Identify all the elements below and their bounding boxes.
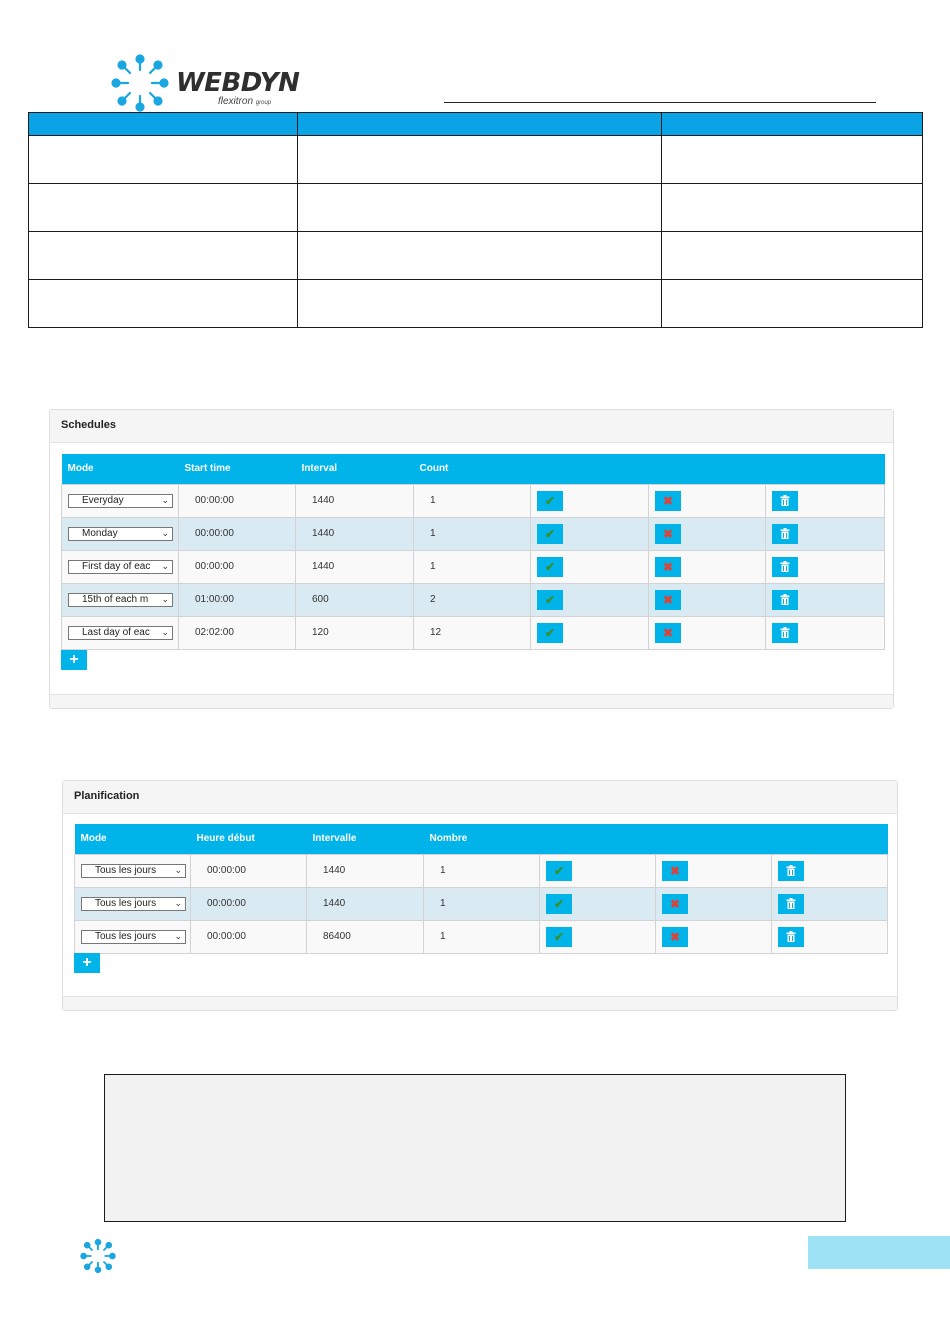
- mode-select[interactable]: First day of eac ⌄: [68, 560, 173, 574]
- delete-button[interactable]: [778, 861, 804, 881]
- logo-subtitle: flexitron group: [218, 96, 272, 107]
- interval-cell[interactable]: 1440: [296, 550, 414, 583]
- count-cell[interactable]: 12: [414, 616, 531, 649]
- check-icon: ✔: [544, 592, 556, 607]
- count-cell[interactable]: 1: [424, 887, 540, 920]
- cancel-button[interactable]: [655, 590, 681, 610]
- check-icon: ✔: [544, 559, 556, 574]
- col-count: Count: [414, 454, 531, 484]
- close-icon: ✖: [662, 592, 674, 607]
- chevron-down-icon: ⌄: [161, 594, 169, 604]
- apply-button[interactable]: [537, 557, 563, 577]
- start-time-cell[interactable]: 00:00:00: [179, 517, 296, 550]
- close-icon: ✖: [662, 559, 674, 574]
- count-cell[interactable]: 1: [424, 854, 540, 887]
- trash-icon: [780, 495, 790, 506]
- delete-button[interactable]: [772, 557, 798, 577]
- delete-button[interactable]: [778, 927, 804, 947]
- trash-icon: [786, 898, 796, 909]
- table-row: [29, 232, 923, 280]
- trash-icon: [780, 528, 790, 539]
- check-icon: ✔: [544, 493, 556, 508]
- note-box: [104, 1074, 846, 1222]
- apply-button[interactable]: [537, 524, 563, 544]
- count-cell[interactable]: 2: [414, 583, 531, 616]
- table-row: [75, 854, 888, 887]
- cancel-button[interactable]: [655, 557, 681, 577]
- cancel-button[interactable]: [662, 894, 688, 914]
- webdyn-sunburst-icon: [80, 1238, 116, 1274]
- table-row: [62, 484, 885, 517]
- schedules-panel: [49, 409, 894, 709]
- interval-cell[interactable]: 120: [296, 616, 414, 649]
- webdyn-logo: [110, 54, 300, 112]
- col-interval: Intervalle: [307, 824, 424, 854]
- chevron-down-icon: ⌄: [161, 495, 169, 505]
- chevron-down-icon: ⌄: [161, 561, 169, 571]
- trash-icon: [786, 931, 796, 942]
- col-count: Nombre: [424, 824, 540, 854]
- table-row: [29, 280, 923, 328]
- schedules-header: [62, 454, 885, 484]
- close-icon: ✖: [662, 526, 674, 541]
- delete-button[interactable]: [772, 623, 798, 643]
- count-cell[interactable]: 1: [414, 550, 531, 583]
- cancel-button[interactable]: [662, 861, 688, 881]
- count-cell[interactable]: 1: [414, 484, 531, 517]
- interval-cell[interactable]: 86400: [307, 920, 424, 953]
- mode-select[interactable]: Tous les jours ⌄: [81, 897, 186, 911]
- close-icon: ✖: [669, 929, 681, 944]
- mode-select[interactable]: Last day of eac ⌄: [68, 626, 173, 640]
- start-time-cell[interactable]: 00:00:00: [191, 920, 307, 953]
- start-time-cell[interactable]: 00:00:00: [191, 887, 307, 920]
- interval-cell[interactable]: 600: [296, 583, 414, 616]
- trash-icon: [786, 865, 796, 876]
- cancel-button[interactable]: [655, 623, 681, 643]
- mode-select[interactable]: Tous les jours ⌄: [81, 930, 186, 944]
- cancel-button[interactable]: [655, 524, 681, 544]
- close-icon: ✖: [669, 896, 681, 911]
- delete-button[interactable]: [772, 590, 798, 610]
- count-cell[interactable]: 1: [414, 517, 531, 550]
- table-row: [62, 517, 885, 550]
- interval-cell[interactable]: 1440: [307, 854, 424, 887]
- col-interval: Interval: [296, 454, 414, 484]
- schedules-table: [61, 454, 885, 650]
- trash-icon: [780, 561, 790, 572]
- header-rule: [444, 102, 876, 103]
- delete-button[interactable]: [778, 894, 804, 914]
- check-icon: ✔: [553, 863, 565, 878]
- start-time-cell[interactable]: 00:00:00: [179, 484, 296, 517]
- close-icon: ✖: [662, 493, 674, 508]
- close-icon: ✖: [669, 863, 681, 878]
- trash-icon: [780, 627, 790, 638]
- add-schedule-button[interactable]: +: [61, 650, 87, 670]
- table-row: [29, 136, 923, 184]
- chevron-down-icon: ⌄: [174, 898, 182, 908]
- logo-wordmark: WEBDYN: [176, 68, 300, 98]
- mode-select[interactable]: Monday ⌄: [68, 527, 173, 541]
- chevron-down-icon: ⌄: [174, 931, 182, 941]
- apply-button[interactable]: [546, 927, 572, 947]
- table-row: [62, 616, 885, 649]
- chevron-down-icon: ⌄: [161, 627, 169, 637]
- col-start-time: Heure début: [191, 824, 307, 854]
- start-time-cell[interactable]: 02:02:00: [179, 616, 296, 649]
- start-time-cell[interactable]: 01:00:00: [179, 583, 296, 616]
- apply-button[interactable]: [546, 861, 572, 881]
- apply-button[interactable]: [537, 491, 563, 511]
- interval-cell[interactable]: 1440: [296, 517, 414, 550]
- start-time-cell[interactable]: 00:00:00: [191, 854, 307, 887]
- planification-header: [75, 824, 888, 854]
- table-row: [75, 887, 888, 920]
- count-cell[interactable]: 1: [424, 920, 540, 953]
- panel-footer: [50, 694, 893, 708]
- start-time-cell[interactable]: 00:00:00: [179, 550, 296, 583]
- check-icon: ✔: [553, 929, 565, 944]
- apply-button[interactable]: [546, 894, 572, 914]
- document-table: [28, 112, 923, 328]
- interval-cell[interactable]: 1440: [296, 484, 414, 517]
- mode-select[interactable]: 15th of each m ⌄: [68, 593, 173, 607]
- table-row: [75, 920, 888, 953]
- table-row: [29, 184, 923, 232]
- delete-button[interactable]: [772, 491, 798, 511]
- panel-title: Planification: [63, 781, 897, 814]
- cancel-button[interactable]: [655, 491, 681, 511]
- chevron-down-icon: ⌄: [174, 865, 182, 875]
- delete-button[interactable]: [772, 524, 798, 544]
- page-number-tab: [808, 1236, 950, 1269]
- check-icon: ✔: [544, 526, 556, 541]
- webdyn-sunburst-icon: [110, 54, 170, 112]
- close-icon: ✖: [662, 625, 674, 640]
- panel-footer: [63, 996, 897, 1010]
- col-start-time: Start time: [179, 454, 296, 484]
- mode-select[interactable]: Everyday ⌄: [68, 494, 173, 508]
- col-mode: Mode: [62, 454, 179, 484]
- col-mode: Mode: [75, 824, 191, 854]
- cancel-button[interactable]: [662, 927, 688, 947]
- add-schedule-button[interactable]: +: [74, 953, 100, 973]
- table-row: [62, 583, 885, 616]
- table-row: [62, 550, 885, 583]
- check-icon: ✔: [544, 625, 556, 640]
- interval-cell[interactable]: 1440: [307, 887, 424, 920]
- document-table-header: [29, 113, 923, 136]
- chevron-down-icon: ⌄: [161, 528, 169, 538]
- apply-button[interactable]: [537, 590, 563, 610]
- mode-select[interactable]: Tous les jours ⌄: [81, 864, 186, 878]
- trash-icon: [780, 594, 790, 605]
- check-icon: ✔: [553, 896, 565, 911]
- apply-button[interactable]: [537, 623, 563, 643]
- panel-title: Schedules: [50, 410, 893, 443]
- planification-table: [74, 824, 888, 954]
- planification-panel: [62, 780, 898, 1011]
